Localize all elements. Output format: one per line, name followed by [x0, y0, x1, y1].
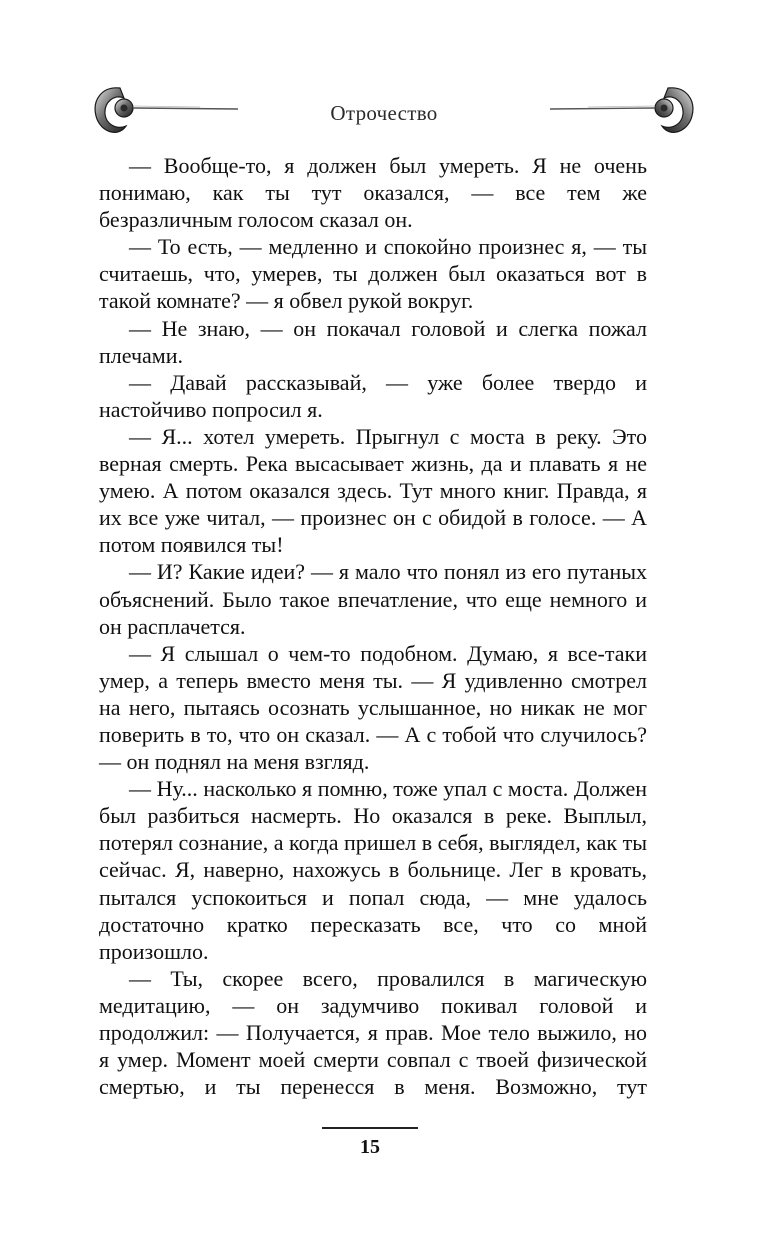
paragraph: — Давай рассказывай, — уже более твердо и настойчиво попросил я. — [99, 369, 647, 422]
ornament-right-icon — [548, 76, 698, 146]
running-header — [0, 76, 768, 146]
running-title: Отрочество — [330, 101, 438, 125]
paragraph: — И? Какие идеи? — я мало что понял из его путаных объяснений. Было такое впечатление, что еще немного и он расплачется. — [99, 559, 647, 639]
paragraph: — Вообще-то, я должен был умереть. Я не очень понимаю, как ты тут оказался, — все тем же безразличным голосом сказал он. — [99, 153, 647, 233]
paragraph: — Я слышал о чем-то подобном. Думаю, я все-таки умер, а теперь вместо меня ты. — Я удивленно смотрел на него, пытаясь осознать услышанное, но никак не мог поверить в то, что он сказал. — А с тобой что случилось? — он поднял на меня взгляд. — [99, 640, 647, 775]
paragraph: — Не знаю, — он покачал головой и слегка пожал плечами. — [99, 315, 647, 368]
body-text — [99, 152, 647, 1100]
paragraph: — Ты, скорее всего, провалился в магическую медитацию, — он задумчиво покивал головой и продолжил: — Получается, я прав. Мое тело выжило, но я умер. Момент моей смерти совпал с твоей физической смертью, и ты перенесся в меня. Возможно, тут — [99, 965, 647, 1100]
footer-rule — [322, 1127, 418, 1129]
paragraph: — То есть, — медленно и спокойно произнес я, — ты считаешь, что, умерев, ты должен был оказаться вот в такой комнате? — я обвел рукой вокруг. — [99, 234, 647, 314]
paragraph: — Я... хотел умереть. Прыгнул с моста в реку. Это верная смерть. Река высасывает жизнь, да и плавать я не умею. А потом оказался здесь. Тут много книг. Правда, я их все уже читал, — произнес он с обидой в голосе. — А потом появился ты! — [99, 423, 647, 558]
paragraph: — Ну... насколько я помню, тоже упал с моста. Должен был разбиться насмерть. Но оказался в реке. Выплыл, потерял сознание, а когда пришел в себя, выглядел, как ты сейчас. Я, наверно, нахожусь в больнице. Лег в кровать, пытался успокоиться и попал сюда, — мне удалось достаточно кратко пересказать все, что со мной произошло. — [99, 776, 647, 964]
page-number: 15 — [360, 1136, 380, 1158]
